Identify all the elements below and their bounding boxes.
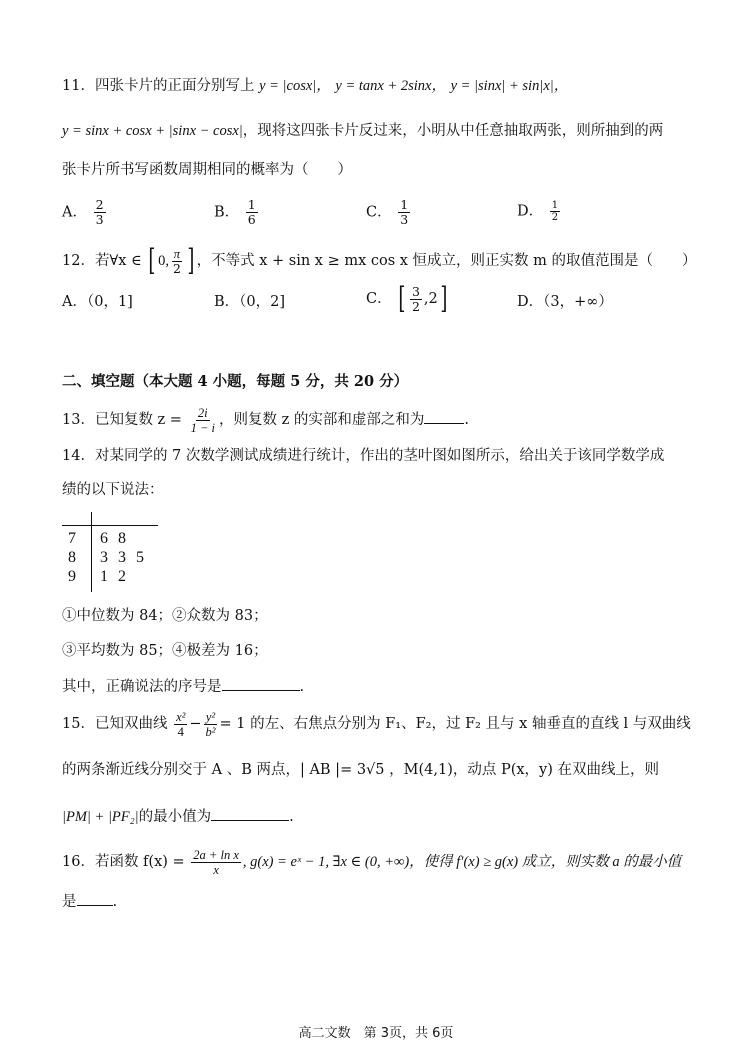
minus-sign: − [189, 716, 202, 732]
q15-line2: 的两条渐近线分别交于 A 、B 两点，| AB |= 3√5 ，M(4,1)，动点 P(x，y) 在双曲线上，则 [62, 762, 660, 778]
q15-line1 [62, 706, 691, 742]
q14-line2: 绩的以下说法： [62, 482, 164, 498]
fraction-denominator: x [213, 862, 219, 877]
option-label: C． [366, 204, 392, 221]
answer-blank[interactable] [211, 806, 289, 821]
q14-statements-2: ③平均数为 85；④极差为 16； [62, 643, 268, 659]
period: . [464, 412, 469, 428]
fraction-denominator: 2 [411, 298, 420, 314]
q12-option-c [366, 281, 449, 316]
right-bracket: ] [440, 281, 448, 316]
fraction-denominator: 6 [247, 212, 256, 227]
option-label: A． [62, 204, 87, 221]
leaves: 6 8 [100, 530, 126, 547]
answer-blank[interactable] [424, 409, 464, 424]
period: . [289, 809, 294, 825]
fraction-numerator: 1 [400, 197, 409, 212]
fraction-numerator: 2i [197, 405, 208, 420]
q16-line2 [62, 891, 117, 912]
fraction-denominator: 1 − i [190, 420, 215, 435]
option-label: D． [517, 203, 544, 220]
q12-line1 [62, 243, 697, 278]
left-bracket: [ [398, 281, 406, 316]
q13-line [62, 404, 469, 436]
fraction-numerator: 2a + ln x [193, 847, 239, 862]
fraction-numerator: 1 [551, 200, 559, 211]
stem: 8 [68, 549, 76, 566]
leaves: 3 3 5 [100, 549, 144, 566]
fraction-denominator: 3 [95, 212, 104, 227]
interval-end: ,2 [423, 291, 438, 307]
q15-line3 [62, 806, 294, 827]
period: . [112, 894, 118, 910]
answer-blank[interactable] [77, 891, 113, 906]
q16-line1 [62, 844, 681, 880]
interval-start: 0, [158, 253, 169, 269]
q16-prefix: 16．若函数 f(x) = [62, 854, 185, 870]
q16-text: , g(x) = eˣ − 1, ∃x ∈ (0, +∞)，使得 f′(x) ≥ g(x) 成立，则实数 a 的最小值 [242, 854, 682, 870]
q11-option-d [517, 200, 562, 223]
q11-card3: y = |sinx| + sin|x|， [450, 78, 569, 94]
stem-leaf-plot [62, 512, 162, 592]
q15-prefix: 15．已知双曲线 [62, 716, 168, 732]
q11-prefix: 11．四张卡片的正面分别写上 [62, 78, 255, 94]
q11-line3: 张卡片所书写函数周期相同的概率为（ ） [62, 162, 352, 178]
q11-card2: y = tanx + 2sinx， [335, 78, 446, 94]
fraction-denominator: b² [205, 724, 216, 739]
q11-option-c [366, 198, 412, 227]
fraction-denominator: 2 [551, 212, 559, 223]
stem-leaf-divider [91, 512, 92, 592]
option-label: B． [214, 204, 240, 221]
page-footer: 高二文数 第 3页，共 6页 [298, 1026, 454, 1041]
q15-question: 的最小值为 [138, 809, 212, 825]
q14-statements-1: ①中位数为 84；②众数为 83； [62, 608, 268, 624]
q12-option-b: B．（0，2] [214, 294, 286, 310]
section-heading: 二、填空题（本大题 4 小题，每题 5 分，共 20 分） [62, 373, 409, 390]
right-bracket: ] [187, 243, 195, 278]
q14-answer-line [62, 676, 304, 697]
q13-question: ，则复数 z 的实部和虚部之和为 [219, 412, 425, 428]
fraction-denominator: 2 [172, 260, 181, 276]
fraction-denominator: 4 [177, 724, 184, 739]
q11-option-b [214, 198, 260, 227]
q15-text: = 1 的左、右焦点分别为 F₁、F₂，过 F₂ 且与 x 轴垂直的直线 l 与双曲线 [219, 716, 691, 732]
q12-option-a: A．（0，1] [62, 294, 133, 310]
q14-line1: 14．对某同学的 7 次数学测试成绩进行统计，作出的茎叶图如图所示，给出关于该同学数学成 [62, 448, 665, 464]
fraction-numerator: 2 [95, 197, 104, 212]
stem: 7 [68, 530, 76, 547]
q12-option-d: D．（3，+∞） [517, 294, 613, 310]
option-label: C． [366, 291, 392, 307]
q16-line2-text: 是 [62, 894, 77, 910]
left-bracket: [ [148, 243, 156, 278]
fraction-numerator: 3 [411, 283, 420, 299]
q11-line2 [62, 121, 663, 141]
period: . [299, 679, 305, 695]
q11-card1: y = |cosx|， [259, 78, 331, 94]
stem: 9 [68, 568, 76, 585]
q11-line1 [62, 76, 568, 96]
q14-answer-prompt: 其中，正确说法的序号是 [62, 679, 222, 695]
q11-card4: y = sinx + cosx + |sinx − cosx| [62, 123, 243, 139]
answer-blank[interactable] [222, 676, 300, 691]
distance-expression: |PM| + |PF₂| [62, 809, 139, 825]
q13-prefix: 13．已知复数 z = [62, 412, 182, 428]
pi-symbol: π [173, 246, 181, 261]
q12-prefix: 12．若∀x ∈ [62, 253, 142, 269]
fraction-denominator: 3 [400, 212, 409, 227]
leaves: 1 2 [100, 568, 126, 585]
q12-condition: ，不等式 x + sin x ≥ mx cos x 恒成立，则正实数 m 的取值范围是（ ） [196, 253, 697, 269]
fraction-numerator: 1 [247, 197, 256, 212]
fraction-numerator: x² [176, 709, 186, 724]
fraction-numerator: y² [205, 709, 216, 724]
q11-line2-text: ，现将这四张卡片反过来，小明从中任意抽取两张，则所抽到的两 [242, 123, 664, 139]
stem-leaf-header-line [62, 525, 158, 526]
q11-option-a [62, 198, 108, 227]
